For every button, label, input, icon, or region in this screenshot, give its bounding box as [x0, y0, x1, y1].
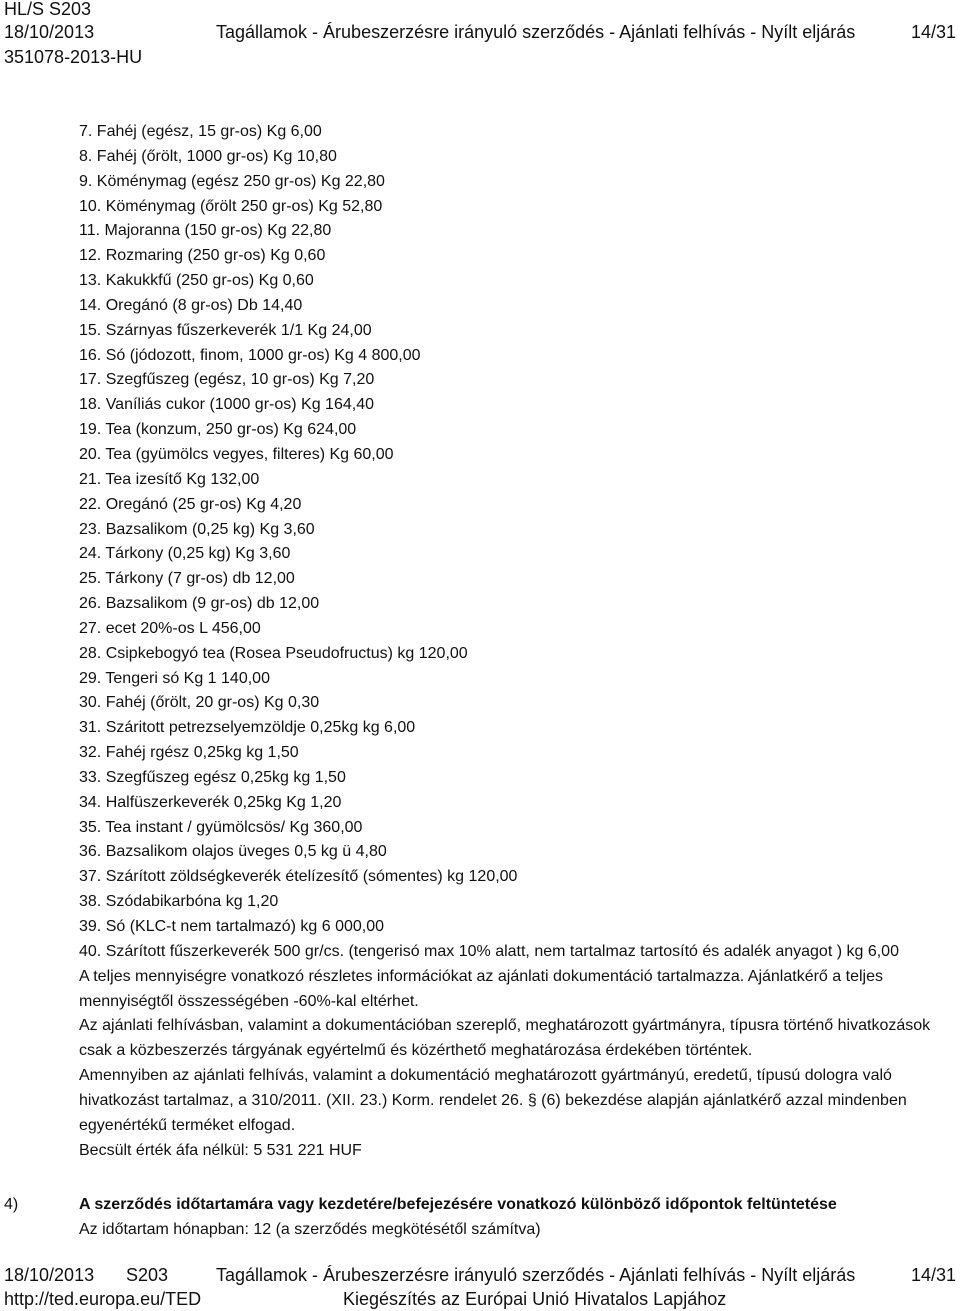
list-item: 20. Tea (gyümölcs vegyes, filteres) Kg 60,00	[79, 445, 394, 463]
list-item: 28. Csipkebogyó tea (Rosea Pseudofructus) kg 120,00	[79, 644, 468, 662]
footer-url-link[interactable]: http://ted.europa.eu/TED	[4, 1289, 202, 1309]
section-number: 4)	[4, 1196, 19, 1213]
list-item: 18. Vaníliás cukor (1000 gr-os) Kg 164,40	[79, 396, 374, 414]
footer-page-number: 14/31	[910, 1265, 956, 1285]
list-item: 17. Szegfűszeg (egész, 10 gr-os) Kg 7,20	[79, 371, 375, 389]
paragraph-quantity-info: A teljes mennyiségre vonatkozó részletes információkat az ajánlati dokumentáció tartalmazza. Ajánlatkérő a teljes mennyiségtől összességében -60%-kal eltérhet.	[79, 967, 883, 1010]
footer-date: 18/10/2013	[4, 1265, 95, 1285]
list-item: 39. Só (KLC-t nem tartalmazó) kg 6 000,00	[79, 918, 385, 935]
list-item: 29. Tengeri só Kg 1 140,00	[79, 669, 270, 687]
page-footer	[0, 1262, 960, 1311]
list-item: 22. Oregánó (25 gr-os) Kg 4,20	[79, 495, 302, 513]
header-title: Tagállamok - Árubeszerzésre irányuló szerződés - Ajánlati felhívás - Nyílt eljárás	[216, 22, 856, 42]
item-list	[79, 120, 949, 965]
paragraph-equivalent-products: Amennyiben az ajánlati felhívás, valamint a dokumentáció meghatározott gyártmányú, eredetű, típusú dologra való hivatkozást tartalmaz, a 310/2011. (XII. 23.) Korm. rendelet 26. § (6) bekezdése alapján ajánlatkérő azzal mindenben egyenértékű terméket elfogad.	[79, 1067, 907, 1134]
list-item: 36. Bazsalikom olajos üveges 0,5 kg ü 4,80	[79, 843, 387, 861]
list-item: 27. ecet 20%-os L 456,00	[79, 619, 261, 637]
list-item: 13. Kakukkfű (250 gr-os) Kg 0,60	[79, 272, 314, 290]
list-item: 23. Bazsalikom (0,25 kg) Kg 3,60	[79, 520, 315, 538]
list-item: 33. Szegfűszeg egész 0,25kg kg 1,50	[79, 768, 346, 786]
list-item: 37. Szárított zöldségkeverék ételízesítő (sómentes) kg 120,00	[79, 868, 518, 886]
list-item: 38. Szódabikarbóna kg 1,20	[79, 893, 279, 911]
footer-supplement: Kiegészítés az Európai Unió Hivatalos Lapjához	[343, 1289, 727, 1309]
footer-title: Tagállamok - Árubeszerzésre irányuló szerződés - Ajánlati felhívás - Nyílt eljárás	[216, 1265, 856, 1285]
list-item: 24. Tárkony (0,25 kg) Kg 3,60	[79, 545, 291, 563]
list-item: 12. Rozmaring (250 gr-os) Kg 0,60	[79, 247, 326, 265]
paragraph-brand-reference: Az ajánlati felhívásban, valamint a dokumentációban szereplő, meghatározott gyártmányra, típusra történő hivatkozások csak a közbeszerzés tárgyának egyértelmű és közérthető meghatározása érdekében történtek.	[79, 1017, 931, 1060]
list-item: 30. Fahéj (őrölt, 20 gr-os) Kg 0,30	[79, 694, 320, 712]
list-item: 14. Oregánó (8 gr-os) Db 14,40	[79, 296, 303, 314]
header-date: 18/10/2013	[4, 22, 95, 42]
list-item: 21. Tea izesítő Kg 132,00	[79, 470, 260, 488]
list-item: 8. Fahéj (őrölt, 1000 gr-os) Kg 10,80	[79, 147, 337, 165]
list-item: 35. Tea instant / gyümölcsös/ Kg 360,00	[79, 818, 363, 836]
list-item: 34. Halfüszerkeverék 0,25kg Kg 1,20	[79, 793, 342, 811]
header-page-number: 14/31	[910, 22, 956, 42]
list-item: 32. Fahéj rgész 0,25kg kg 1,50	[79, 744, 299, 762]
list-item: 25. Tárkony (7 gr-os) db 12,00	[79, 570, 295, 588]
list-item: 9. Köménymag (egész 250 gr-os) Kg 22,80	[79, 172, 385, 190]
list-item: 40. Szárított fűszerkeverék 500 gr/cs. (tengerisó max 10% alatt, nem tartalmaz tartosító és adalék anyagot ) kg 6,00	[79, 942, 899, 960]
section-heading: A szerződés időtartamára vagy kezdetére/befejezésére vonatkozó különböző időpontok feltüntetése	[79, 1196, 837, 1213]
footer-code: S203	[126, 1265, 169, 1285]
paragraph-estimated-value: Becsült érték áfa nélkül: 5 531 221 HUF	[79, 1141, 362, 1159]
list-item: 11. Majoranna (150 gr-os) Kg 22,80	[79, 222, 332, 240]
page-header	[0, 0, 960, 75]
header-series: HL/S S203	[4, 0, 92, 19]
list-item: 26. Bazsalikom (9 gr-os) db 12,00	[79, 595, 320, 613]
main-content	[79, 120, 949, 1163]
list-item: 19. Tea (konzum, 250 gr-os) Kg 624,00	[79, 421, 357, 439]
list-item: 7. Fahéj (egész, 15 gr-os) Kg 6,00	[79, 123, 322, 140]
list-item: 10. Köménymag (őrölt 250 gr-os) Kg 52,80	[79, 197, 383, 215]
header-notice-id: 351078-2013-HU	[4, 47, 143, 67]
list-item: 15. Szárnyas fűszerkeverék 1/1 Kg 24,00	[79, 321, 372, 339]
list-item: 31. Száritott petrezselyemzöldje 0,25kg kg 6,00	[79, 719, 416, 737]
list-item: 16. Só (jódozott, finom, 1000 gr-os) Kg 4 800,00	[79, 346, 421, 364]
section-duration: Az időtartam hónapban: 12 (a szerződés megkötésétől számítva)	[79, 1221, 541, 1238]
